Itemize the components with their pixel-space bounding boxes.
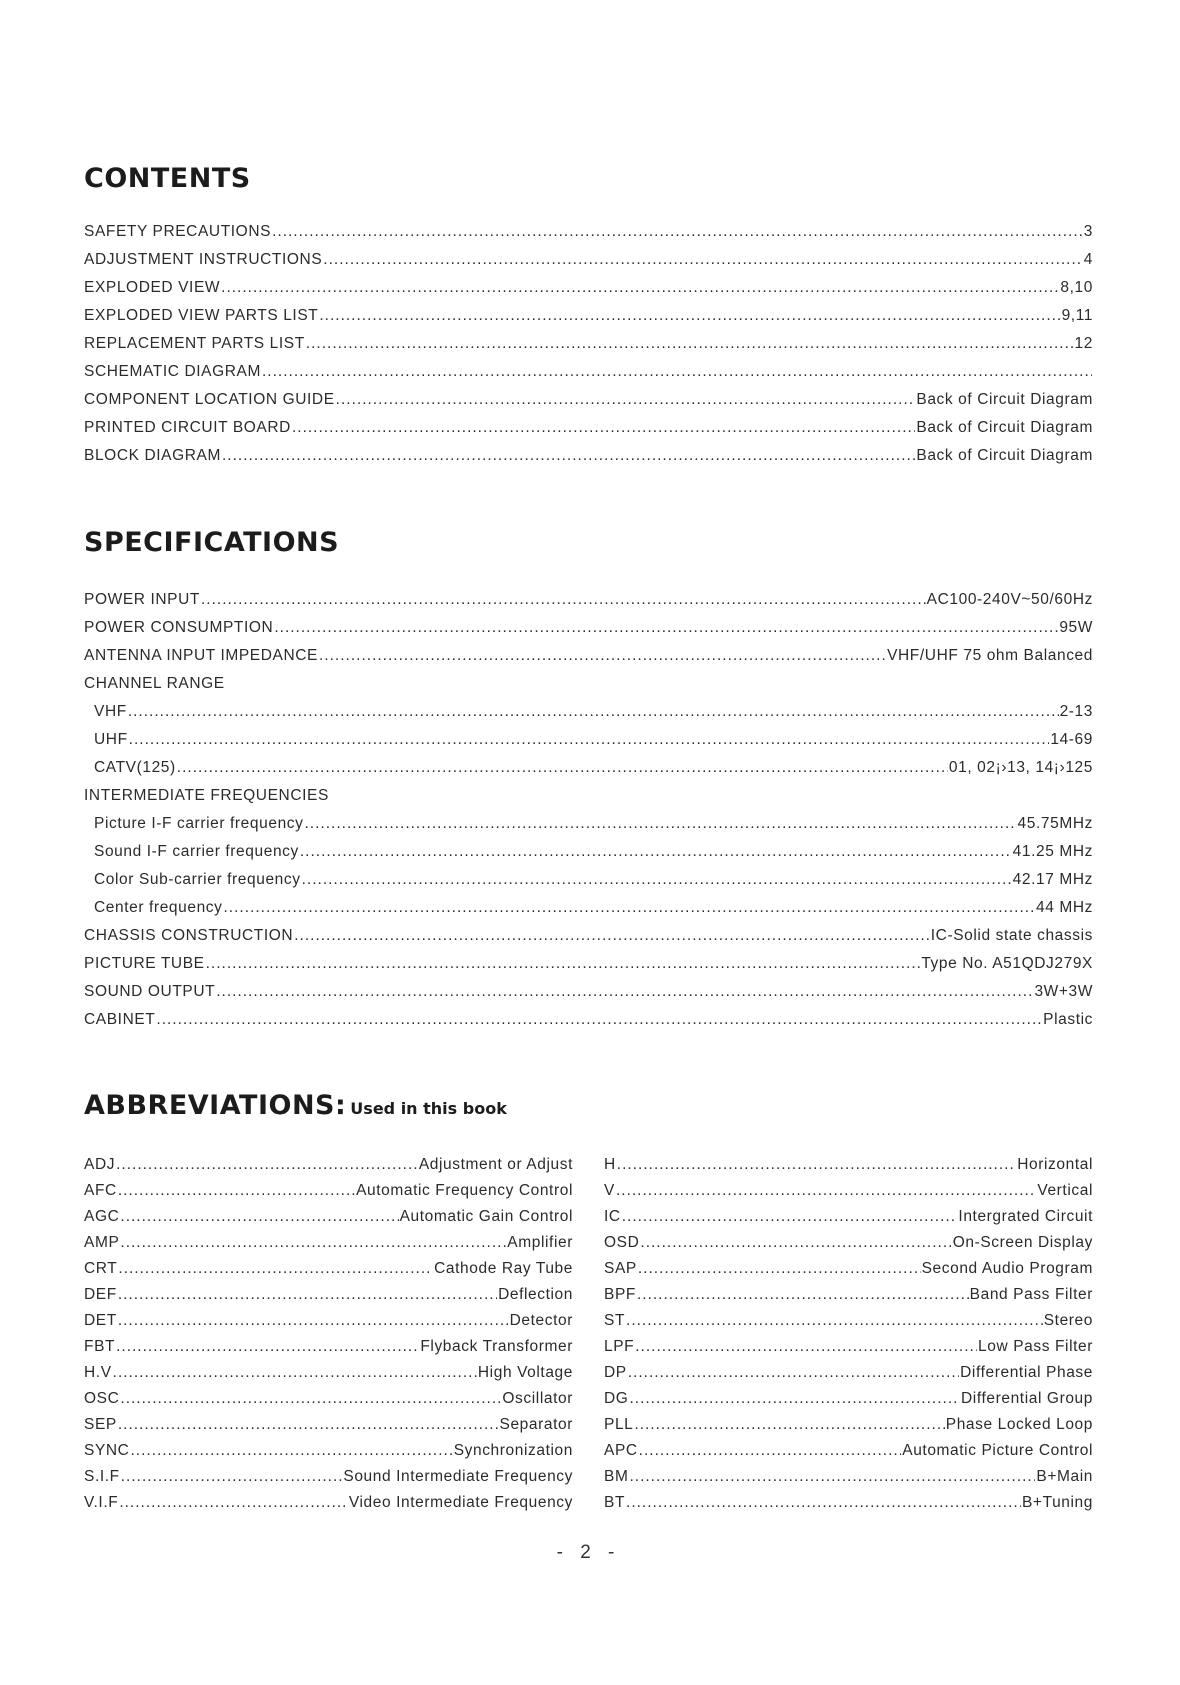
abbreviation-entry [84, 1312, 573, 1338]
abbreviation-entry [604, 1156, 1093, 1182]
abbreviation-entry-label: OSD [604, 1234, 640, 1251]
abbreviation-entry-label: LPF [604, 1338, 635, 1355]
abbreviation-entry-value: Second Audio Program [921, 1260, 1093, 1277]
abbreviations-right-column [604, 1156, 1093, 1520]
spec-entry-value: Type No. A51QDJ279X [921, 955, 1093, 972]
contents-entry-label: SCHEMATIC DIAGRAM [84, 363, 261, 380]
specifications-title: SPECIFICATIONS [84, 527, 340, 558]
abbreviation-entry-dot-leader [118, 1260, 433, 1278]
abbreviation-entry-label: DG [604, 1390, 629, 1407]
abbreviation-entry-label: DP [604, 1364, 627, 1381]
abbreviation-entry-value: Differential Phase [960, 1364, 1093, 1381]
abbreviation-entry-dot-leader [629, 1468, 1035, 1486]
spec-entry-label: SOUND OUTPUT [84, 983, 216, 1000]
contents-entry-value: Back of Circuit Diagram [916, 447, 1093, 464]
abbreviation-entry-label: AMP [84, 1234, 120, 1251]
abbreviations-left-column [84, 1156, 573, 1520]
spec-entry-value: 2-13 [1059, 703, 1093, 720]
spec-entry-dot-leader [129, 731, 1050, 749]
abbreviation-entry-label: BM [604, 1468, 629, 1485]
abbreviation-entry-value: On-Screen Display [952, 1234, 1093, 1251]
contents-entry-label: SAFETY PRECAUTIONS [84, 223, 272, 240]
contents-entry-dot-leader [221, 279, 1059, 297]
abbreviation-entry-dot-leader [120, 1234, 506, 1252]
spec-entry-label: CATV(125) [94, 759, 176, 776]
abbreviation-entry-label: APC [604, 1442, 638, 1459]
spec-entry-dot-leader [206, 955, 921, 973]
spec-group-heading-label: INTERMEDIATE FREQUENCIES [84, 787, 329, 804]
abbreviation-entry-dot-leader [616, 1182, 1036, 1200]
abbreviation-entry-dot-leader [121, 1468, 343, 1486]
abbreviation-entry-dot-leader [626, 1494, 1021, 1512]
contents-entry [84, 223, 1093, 251]
specifications-list [84, 591, 1093, 1039]
abbreviation-entry-value: Stereo [1043, 1312, 1093, 1329]
spec-entry [84, 899, 1093, 927]
spec-entry-label: CABINET [84, 1011, 156, 1028]
abbreviation-entry-value: Separator [499, 1416, 573, 1433]
page-number: - 2 - [556, 1542, 621, 1563]
contents-entry-dot-leader [222, 447, 915, 465]
abbreviation-entry-value: Automatic Gain Control [399, 1208, 573, 1225]
abbreviation-entry-label: S.I.F [84, 1468, 120, 1485]
abbreviation-entry-label: H.V [84, 1364, 112, 1381]
abbreviation-entry [84, 1234, 573, 1260]
abbreviation-entry [604, 1468, 1093, 1494]
abbreviation-entry-dot-leader [120, 1390, 501, 1408]
abbreviation-entry-dot-leader [130, 1442, 452, 1460]
spec-entry-dot-leader [128, 703, 1059, 721]
spec-entry [84, 759, 1093, 787]
abbreviation-entry [84, 1390, 573, 1416]
abbreviation-entry-dot-leader [113, 1364, 477, 1382]
abbreviation-entry [604, 1208, 1093, 1234]
abbreviations-subtitle: Used in this book [350, 1099, 507, 1118]
abbreviation-entry-value: Oscillator [502, 1390, 573, 1407]
abbreviation-entry-label: H [604, 1156, 616, 1173]
contents-entry-dot-leader [336, 391, 916, 409]
abbreviation-entry-dot-leader [634, 1416, 944, 1434]
abbreviation-entry-dot-leader [118, 1312, 509, 1330]
abbreviation-entry-dot-leader [120, 1208, 398, 1226]
abbreviation-entry-value: High Voltage [477, 1364, 573, 1381]
abbreviation-entry-value: Synchronization [453, 1442, 573, 1459]
contents-entry-value: 9,11 [1061, 307, 1093, 324]
abbreviation-entry-dot-leader [118, 1416, 499, 1434]
spec-entry-value: VHF/UHF 75 ohm Balanced [887, 647, 1093, 664]
spec-entry [84, 591, 1093, 619]
spec-entry-value: 01, 02¡›13, 14¡›125 [948, 759, 1093, 776]
contents-entry-dot-leader [319, 307, 1060, 325]
abbreviation-entry [84, 1338, 573, 1364]
spec-entry [84, 815, 1093, 843]
abbreviation-entry-dot-leader [119, 1494, 348, 1512]
spec-entry-value: 42.17 MHz [1012, 871, 1093, 888]
spec-entry-dot-leader [177, 759, 948, 777]
abbreviation-entry-label: V.I.F [84, 1494, 119, 1511]
abbreviation-entry [604, 1442, 1093, 1468]
contents-list [84, 223, 1093, 475]
abbreviation-entry-label: DET [84, 1312, 117, 1329]
abbreviations-title [84, 1090, 507, 1121]
abbreviation-entry [604, 1338, 1093, 1364]
abbreviation-entry-dot-leader [629, 1390, 960, 1408]
abbreviation-entry-dot-leader [617, 1156, 1016, 1174]
spec-entry-value: IC-Solid state chassis [930, 927, 1093, 944]
abbreviation-entry [84, 1156, 573, 1182]
abbreviation-entry [604, 1182, 1093, 1208]
contents-entry [84, 307, 1093, 335]
spec-entry-label: PICTURE TUBE [84, 955, 205, 972]
spec-entry-label: Center frequency [94, 899, 223, 916]
abbreviation-entry-value: Low Pass Filter [978, 1338, 1093, 1355]
abbreviation-entry [84, 1208, 573, 1234]
abbreviation-entry-value: Deflection [498, 1286, 573, 1303]
spec-entry [84, 1011, 1093, 1039]
abbreviation-entry-label: IC [604, 1208, 621, 1225]
contents-entry-dot-leader [262, 363, 1092, 381]
abbreviation-entry [604, 1364, 1093, 1390]
contents-entry-dot-leader [306, 335, 1074, 353]
contents-entry-value: Back of Circuit Diagram [916, 419, 1093, 436]
spec-entry-label: POWER CONSUMPTION [84, 619, 274, 636]
spec-entry-label: Color Sub-carrier frequency [94, 871, 301, 888]
contents-entry-value: 8,10 [1060, 279, 1093, 296]
contents-entry-value: 12 [1074, 335, 1093, 352]
contents-entry-dot-leader [272, 223, 1083, 241]
abbreviation-entry-label: BPF [604, 1286, 636, 1303]
spec-entry-dot-leader [201, 591, 926, 609]
abbreviation-entry-value: Vertical [1037, 1182, 1093, 1199]
contents-entry [84, 335, 1093, 363]
contents-entry-label: EXPLODED VIEW PARTS LIST [84, 307, 319, 324]
abbreviation-entry [604, 1312, 1093, 1338]
contents-entry [84, 251, 1093, 279]
spec-entry-label: ANTENNA INPUT IMPEDANCE [84, 647, 318, 664]
abbreviation-entry-value: Automatic Frequency Control [356, 1182, 573, 1199]
contents-entry-label: BLOCK DIAGRAM [84, 447, 221, 464]
abbreviation-entry-label: OSC [84, 1390, 120, 1407]
abbreviation-entry [604, 1494, 1093, 1520]
abbreviation-entry-value: Horizontal [1017, 1156, 1093, 1173]
abbreviation-entry [84, 1286, 573, 1312]
contents-entry-label: COMPONENT LOCATION GUIDE [84, 391, 335, 408]
abbreviation-entry-label: AGC [84, 1208, 120, 1225]
spec-entry-value: AC100-240V~50/60Hz [926, 591, 1093, 608]
spec-entry [84, 955, 1093, 983]
abbreviation-entry [84, 1364, 573, 1390]
spec-entry [84, 731, 1093, 759]
abbreviation-entry [84, 1442, 573, 1468]
abbreviation-entry-value: Automatic Picture Control [902, 1442, 1093, 1459]
contents-entry [84, 419, 1093, 447]
abbreviation-entry-value: Adjustment or Adjust [418, 1156, 573, 1173]
abbreviation-entry [84, 1182, 573, 1208]
abbreviation-entry-dot-leader [116, 1338, 419, 1356]
abbreviation-entry-label: AFC [84, 1182, 117, 1199]
contents-entry [84, 279, 1093, 307]
contents-entry-dot-leader [292, 419, 915, 437]
abbreviation-entry-value: Phase Locked Loop [945, 1416, 1093, 1433]
spec-entry [84, 983, 1093, 1011]
spec-entry-value: 45.75MHz [1017, 815, 1093, 832]
abbreviation-entry-dot-leader [640, 1234, 951, 1252]
abbreviation-entry-label: SEP [84, 1416, 117, 1433]
abbreviation-entry-label: DEF [84, 1286, 117, 1303]
abbreviation-entry-dot-leader [118, 1182, 355, 1200]
abbreviation-entry-dot-leader [637, 1286, 969, 1304]
abbreviation-entry-value: Video Intermediate Frequency [348, 1494, 573, 1511]
abbreviation-entry-value: Flyback Transformer [420, 1338, 573, 1355]
contents-entry-label: REPLACEMENT PARTS LIST [84, 335, 305, 352]
abbreviation-entry-value: Differential Group [961, 1390, 1093, 1407]
spec-entry-dot-leader [300, 843, 1012, 861]
spec-entry-value: 41.25 MHz [1012, 843, 1093, 860]
abbreviations-title-text: ABBREVIATIONS: [84, 1090, 347, 1121]
abbreviation-entry [604, 1234, 1093, 1260]
abbreviation-entry-value: Sound Intermediate Frequency [343, 1468, 573, 1485]
spec-entry-dot-leader [294, 927, 930, 945]
contents-entry-value: Back of Circuit Diagram [916, 391, 1093, 408]
abbreviation-entry-value: Amplifier [507, 1234, 573, 1251]
spec-entry [84, 843, 1093, 871]
abbreviation-entry-label: SAP [604, 1260, 637, 1277]
spec-entry-dot-leader [224, 899, 1035, 917]
abbreviation-entry-value: Detector [509, 1312, 573, 1329]
abbreviation-entry-label: FBT [84, 1338, 116, 1355]
spec-entry-label: Sound I-F carrier frequency [94, 843, 299, 860]
abbreviation-entry [604, 1260, 1093, 1286]
abbreviation-entry [604, 1286, 1093, 1312]
abbreviation-entry-value: Intergrated Circuit [958, 1208, 1093, 1225]
spec-entry-label: CHASSIS CONSTRUCTION [84, 927, 294, 944]
spec-entry [84, 871, 1093, 899]
contents-title: CONTENTS [84, 163, 251, 194]
contents-entry-label: EXPLODED VIEW [84, 279, 221, 296]
abbreviation-entry [84, 1416, 573, 1442]
abbreviation-entry-dot-leader [638, 1260, 921, 1278]
manual-page [84, 0, 1093, 1685]
abbreviation-entry-dot-leader [116, 1156, 418, 1174]
contents-entry-label: ADJUSTMENT INSTRUCTIONS [84, 251, 323, 268]
contents-entry-value: 4 [1083, 251, 1093, 268]
abbreviation-entry [604, 1416, 1093, 1442]
abbreviation-entry-label: PLL [604, 1416, 634, 1433]
spec-entry-label: POWER INPUT [84, 591, 200, 608]
abbreviation-entry [84, 1494, 573, 1520]
spec-entry-label: Picture I-F carrier frequency [94, 815, 304, 832]
contents-entry [84, 363, 1093, 391]
abbreviation-entry-label: ADJ [84, 1156, 116, 1173]
spec-group-heading-label: CHANNEL RANGE [84, 675, 225, 692]
spec-entry [84, 619, 1093, 647]
spec-entry-value: 3W+3W [1034, 983, 1093, 1000]
abbreviation-entry-value: Band Pass Filter [969, 1286, 1093, 1303]
contents-entry-dot-leader [323, 251, 1082, 269]
spec-entry-dot-leader [274, 619, 1058, 637]
spec-entry-value: 95W [1059, 619, 1093, 636]
abbreviation-entry-dot-leader [628, 1364, 959, 1382]
abbreviation-entry-value: B+Main [1036, 1468, 1093, 1485]
contents-entry-label: PRINTED CIRCUIT BOARD [84, 419, 291, 436]
spec-entry-value: 14-69 [1050, 731, 1093, 748]
abbreviation-entry-dot-leader [622, 1208, 958, 1226]
spec-entry [84, 703, 1093, 731]
spec-entry-dot-leader [319, 647, 886, 665]
spec-entry-label: UHF [94, 731, 128, 748]
abbreviation-entry-label: V [604, 1182, 615, 1199]
abbreviation-entry-label: BT [604, 1494, 626, 1511]
contents-entry-value: 3 [1083, 223, 1093, 240]
abbreviation-entry [604, 1390, 1093, 1416]
abbreviation-entry-label: ST [604, 1312, 626, 1329]
abbreviation-entry [84, 1260, 573, 1286]
spec-group-heading [84, 787, 1093, 815]
abbreviation-entry-dot-leader [635, 1338, 977, 1356]
spec-entry-dot-leader [302, 871, 1012, 889]
abbreviation-entry-dot-leader [118, 1286, 497, 1304]
contents-entry [84, 391, 1093, 419]
abbreviation-entry-label: SYNC [84, 1442, 130, 1459]
spec-group-heading [84, 675, 1093, 703]
spec-entry-dot-leader [216, 983, 1033, 1001]
abbreviation-entry [84, 1468, 573, 1494]
spec-entry-label: VHF [94, 703, 127, 720]
spec-entry-dot-leader [156, 1011, 1042, 1029]
abbreviation-entry-value: B+Tuning [1021, 1494, 1093, 1511]
spec-entry-value: 44 MHz [1035, 899, 1093, 916]
abbreviation-entry-dot-leader [639, 1442, 902, 1460]
abbreviation-entry-dot-leader [626, 1312, 1043, 1330]
abbreviation-entry-value: Cathode Ray Tube [434, 1260, 573, 1277]
spec-entry-value: Plastic [1043, 1011, 1093, 1028]
spec-entry-dot-leader [305, 815, 1017, 833]
spec-entry [84, 647, 1093, 675]
abbreviation-entry-label: CRT [84, 1260, 118, 1277]
spec-entry [84, 927, 1093, 955]
contents-entry [84, 447, 1093, 475]
